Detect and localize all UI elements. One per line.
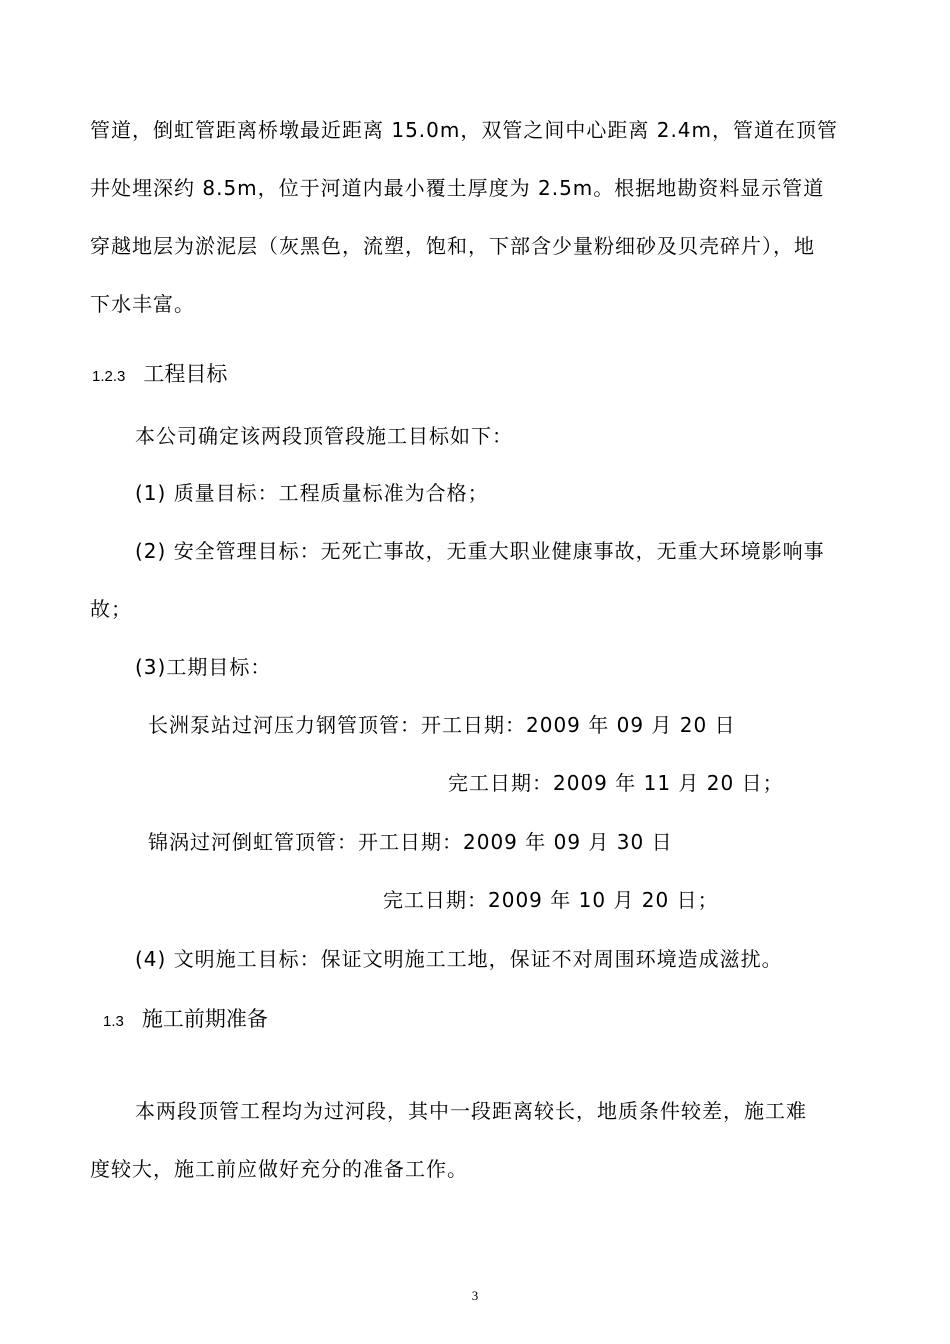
goal-item-civilized: (4) 文明施工目标：保证文明施工工地，保证不对周围环境造成滋扰。 bbox=[135, 947, 783, 971]
goal-item-safety-cont: 故； bbox=[90, 597, 132, 621]
goal-item-safety: (2) 安全管理目标：无死亡事故，无重大职业健康事故，无重大环境影响事 bbox=[135, 539, 825, 563]
section-heading-1-2-3 bbox=[92, 360, 227, 391]
text-line: 下水丰富。 bbox=[90, 292, 195, 316]
intro-line: 本公司确定该两段顶管段施工目标如下： bbox=[135, 424, 513, 448]
text-line: 本两段顶管工程均为过河段，其中一段距离较长，地质条件较差，施工难 bbox=[135, 1099, 807, 1123]
text-line: 穿越地层为淤泥层（灰黑色，流塑，饱和，下部含少量粉细砂及贝壳碎片），地 bbox=[90, 234, 815, 258]
goal-item-schedule: (3)工期目标： bbox=[135, 655, 272, 679]
text-line: 度较大，施工前应做好充分的准备工作。 bbox=[90, 1157, 468, 1181]
schedule-2-end: 完工日期：2009 年 10 月 20 日； bbox=[383, 888, 719, 912]
section-number: 1.3 bbox=[103, 1013, 124, 1030]
section-number: 1.2.3 bbox=[92, 368, 126, 385]
schedule-2-start: 锦涡过河倒虹管顶管：开工日期：2009 年 09 月 30 日 bbox=[148, 830, 673, 854]
schedule-1-start: 长洲泵站过河压力钢管顶管：开工日期：2009 年 09 月 20 日 bbox=[148, 713, 736, 737]
section-heading-1-3 bbox=[103, 1005, 268, 1036]
text-line: 管道，倒虹管距离桥墩最近距离 15.0m，双管之间中心距离 2.4m，管道在顶管 bbox=[90, 118, 839, 142]
text-line: 井处埋深约 8.5m，位于河道内最小覆土厚度为 2.5m。根据地勘资料显示管道 bbox=[90, 176, 825, 200]
section-title: 施工前期准备 bbox=[141, 1007, 268, 1031]
page-number: 3 bbox=[471, 1288, 479, 1303]
goal-item-quality: (1) 质量目标：工程质量标准为合格； bbox=[135, 481, 489, 505]
section-title: 工程目标 bbox=[143, 362, 228, 386]
schedule-1-end: 完工日期：2009 年 11 月 20 日； bbox=[448, 771, 784, 795]
